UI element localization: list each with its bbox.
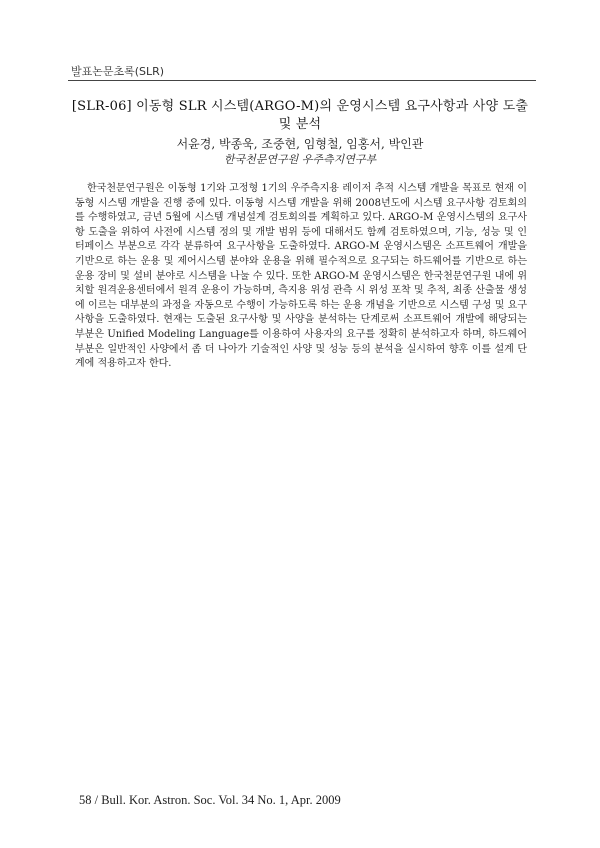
author-list: 서윤경, 박종욱, 조중현, 임형철, 임홍서, 박인관 — [176, 137, 424, 151]
header-divider — [68, 80, 536, 81]
running-header: 발표논문초록(SLR) — [71, 65, 165, 78]
abstract-paragraph: 한국천문연구원은 이동형 1기와 고정형 1기의 우주측지용 레이저 추적 시스템 개발을 목표로 현재 이동형 시스템 개발을 진행 중에 있다. 이동형 시스템 개발을 위해 2008년도에 시스템 요구사항 검토회의를 수행하였고, 금년 5월에 시스템 개념설계 검토회의를 계획하고 있다. ARGO-M 운영시스템의 요구사항 도출을 위하여 사전에 시스템 정의 및 개발 범위 등에 대해서도 함께 검토하였으며, 기능, 성능 및 인터페이스 부분으로 각각 분류하여 요구사항을 도출하였다. ARGO-M 운영시스템은 소프트웨어 개발을 기반으로 하는 운용 및 제어시스템 분야와 운용을 위해 필수적으로 요구되는 하드웨어를 기반으로 하는 운용 장비 및 설비 분야로 시스템을 나눌 수 있다. 또한 ARGO-M 운영시스템은 한국천문연구원 내에 위치할 원격운용센터에서 원격 운용이 가능하며, 측지용 위성 관측 시 위성 포착 및 추적, 최종 산출물 생성에 이르는 대부분의 과정을 자동으로 수행이 가능하도록 하는 운용 개념을 기반으로 시스템 구성 및 요구사항을 도출하였다. 현재는 도출된 요구사항 및 사양을 분석하는 단계로써 소프트웨어 개발에 해당되는 부분은 Unified Modeling Language를 이용하여 사용자의 요구를 정확히 분석하고자 하며, 하드웨어 부분은 일반적인 사양에서 좀 더 나아가 기술적인 사양 및 성능 등의 분석을 실시하여 향후 이를 설계 단계에 적용하고자 한다. — [75, 183, 527, 370]
paper-title: [SLR-06] 이동형 SLR 시스템(ARGO-M)의 운영시스템 요구사항과 사양 도출 및 분석 — [71, 99, 529, 132]
page-footer-citation: 58 / Bull. Kor. Astron. Soc. Vol. 34 No. 1, Apr. 2009 — [79, 793, 341, 807]
author-affiliation: 한국천문연구원 우주측지연구부 — [223, 153, 377, 166]
